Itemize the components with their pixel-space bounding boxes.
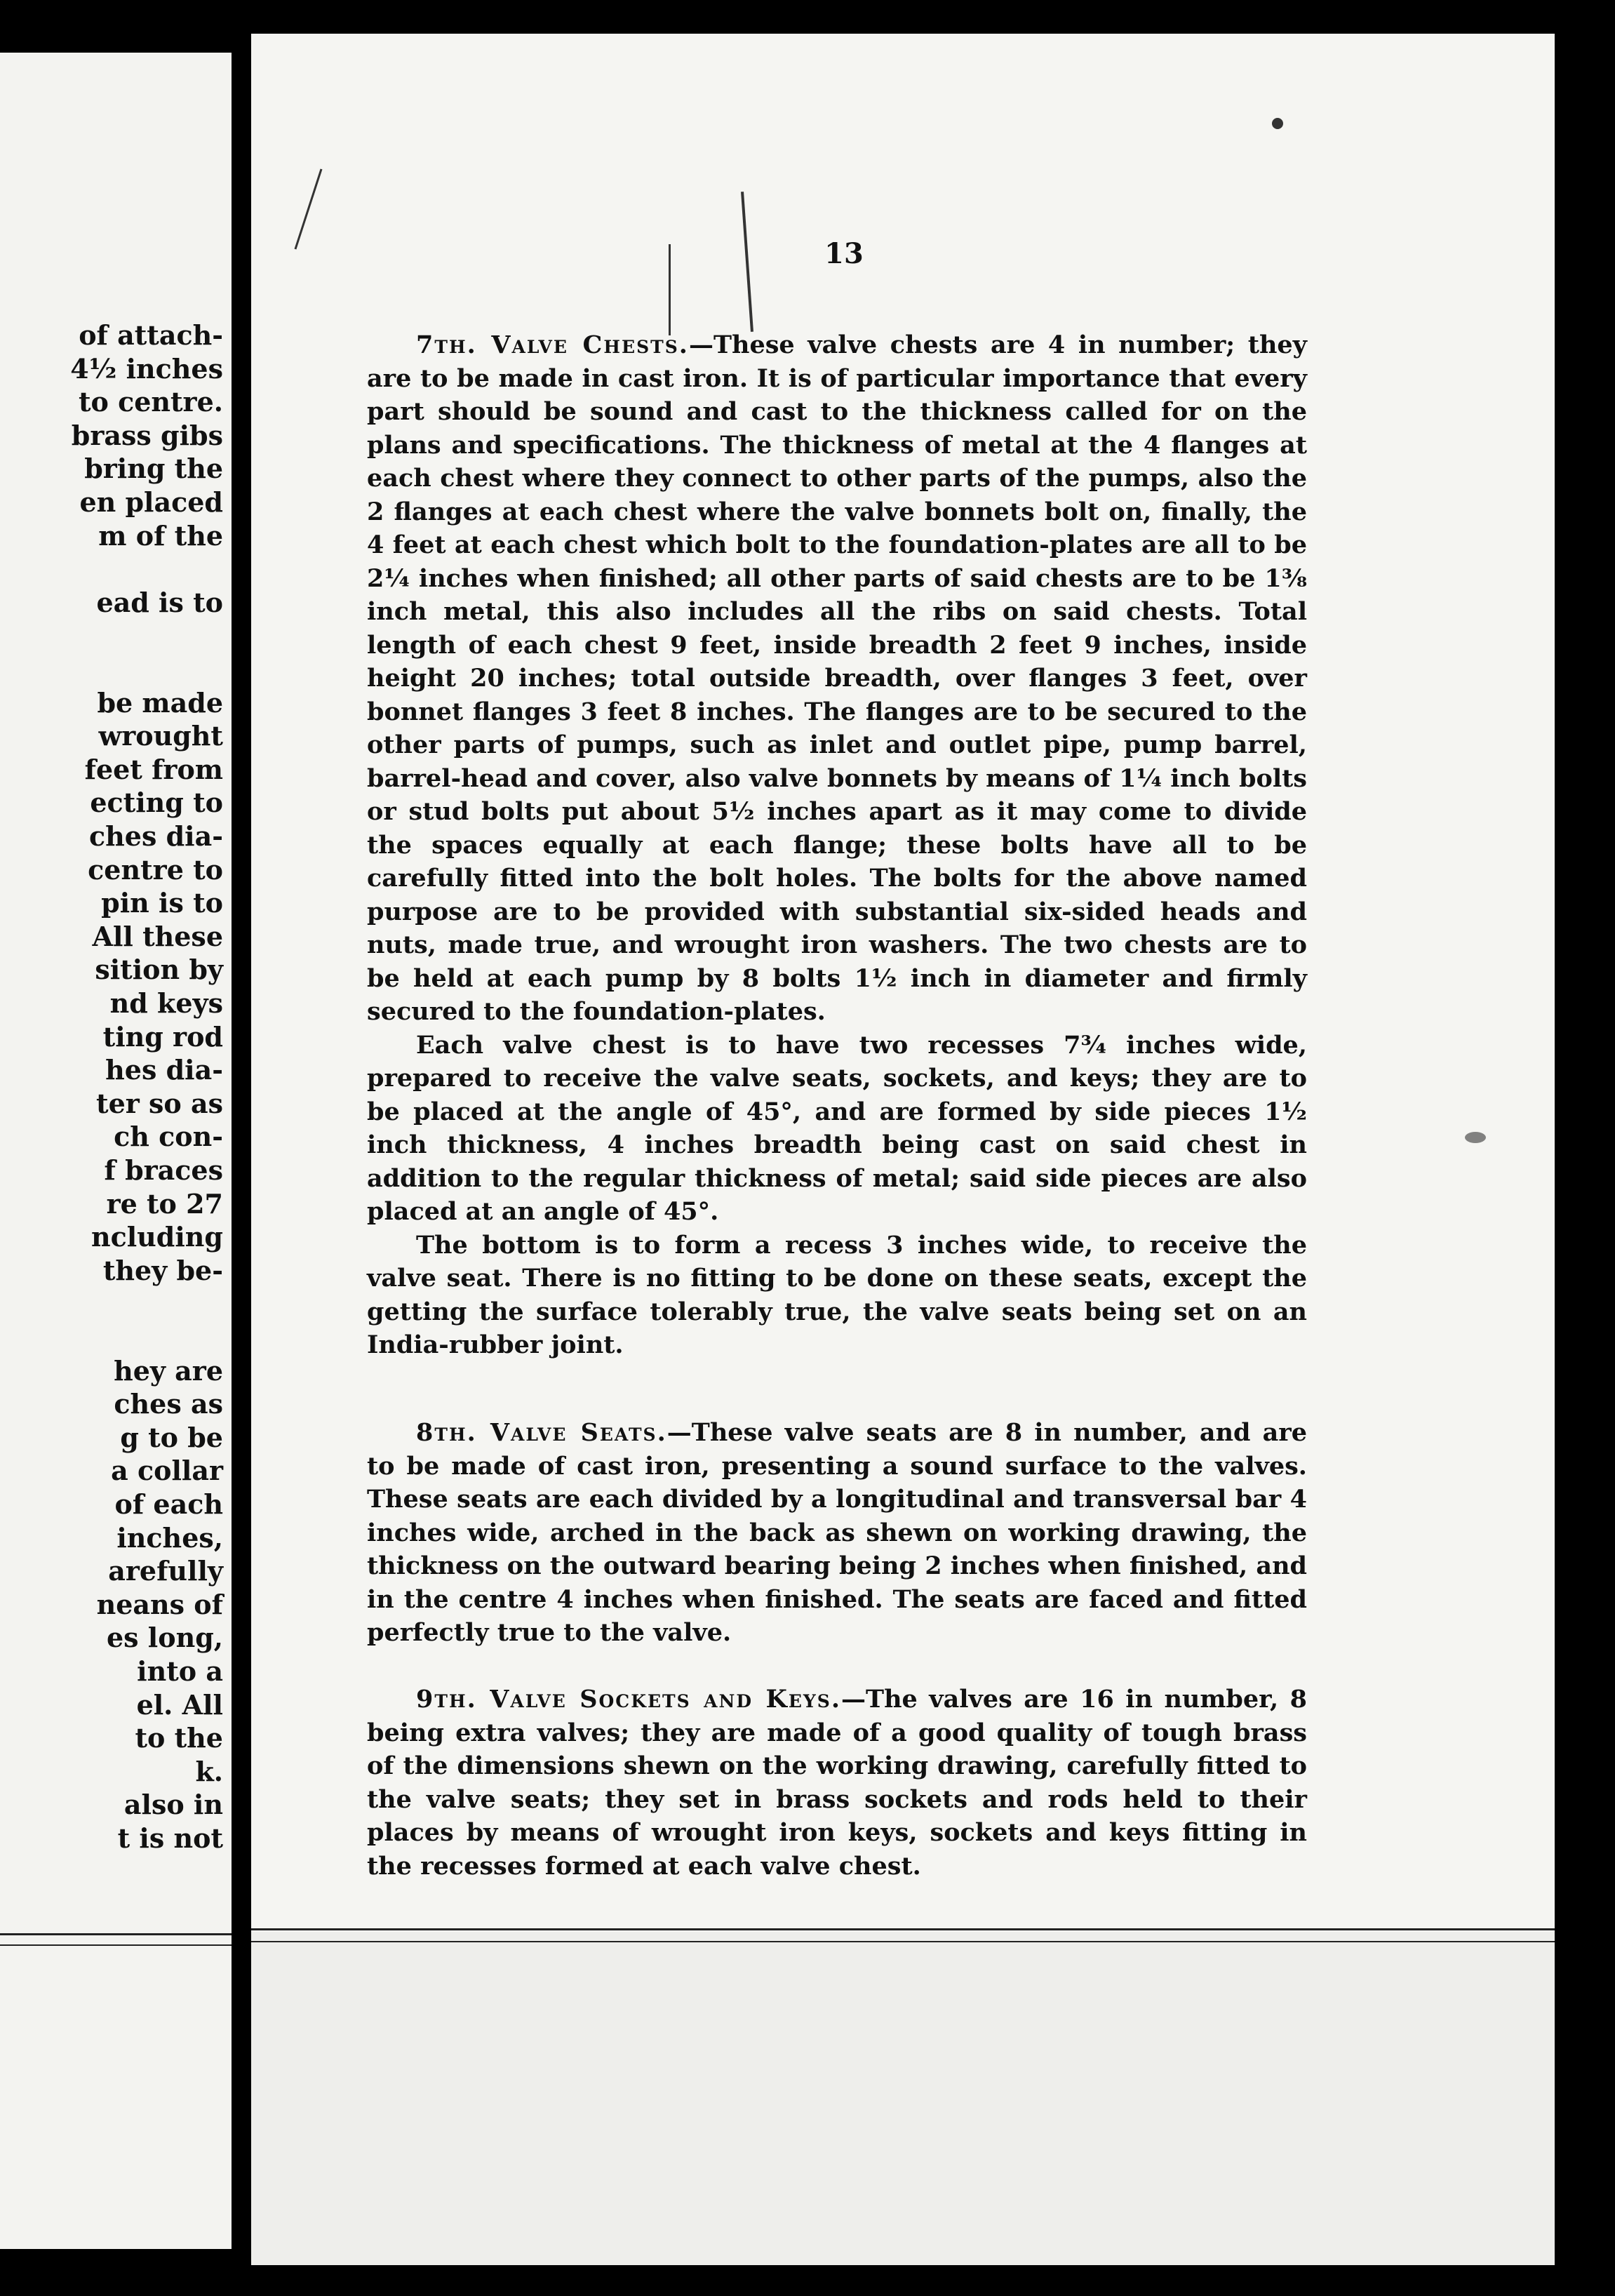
paragraph-text: —These valve seats are 8 in number, and are to be made of cast iron, presenting a sound surface to the valves. These seats are each divided by a longitudinal and transversal bar 4 inches wide, arched in the back as shewn on working drawing, the thickness on the outward bearing being 2 inches when finished, and in the centre 4 inches when finished. The seats are faced and fitted perfectly true to the valve. xyxy=(367,1418,1307,1647)
left-page-fragment-line: hey are xyxy=(114,1354,223,1387)
left-page-fragment-line: el. All xyxy=(136,1688,223,1721)
left-page-fragment-line: 4½ inches xyxy=(70,352,223,385)
paragraph-text: —The valves are 16 in number, 8 being extra valves; they are made of a good quality of tough brass of the dimensions shewn on the working drawing, carefully fitted to the valve seats; they set in brass sockets and rods held to their places by means of wrought iron keys, sockets and keys fitting in the recesses formed at each valve chest. xyxy=(367,1685,1307,1881)
left-page-fragment-line: centre to xyxy=(88,853,223,886)
paragraph-text: Each valve chest is to have two recesses 7¾ inches wide, prepared to receive the valve seats, sockets, and keys; they are to be placed at the angle of 45°, and are formed by side pieces 1½ inch thickness, 4 inches breadth being cast on said chest in addition to the regular thickness of metal; said side pieces are also placed at an angle of 45°. xyxy=(367,1030,1307,1226)
bottom-margin xyxy=(251,1932,1555,2265)
left-page-fragment-line: neans of xyxy=(96,1588,223,1620)
left-page-fragment-line: All these xyxy=(92,920,223,952)
left-bottom-rule-2 xyxy=(0,1944,232,1946)
left-page-fragment-line: hes dia- xyxy=(105,1054,223,1086)
left-page-fragment-line: pin is to xyxy=(101,887,223,919)
paragraph xyxy=(367,1683,1307,1883)
left-page-fragment-line: ch con- xyxy=(114,1121,223,1153)
left-page-fragment-line: arefully xyxy=(108,1555,223,1587)
left-page-fragment xyxy=(0,53,232,2249)
left-page-fragment-line: they be- xyxy=(102,1254,223,1286)
left-page-fragment-line: nd keys xyxy=(109,987,223,1019)
section-valve-seats xyxy=(367,1416,1307,1650)
left-page-fragment-line: ter so as xyxy=(96,1087,223,1119)
section-heading: 7th. Valve Chests. xyxy=(416,331,689,359)
left-page-fragment-line: of attach- xyxy=(79,319,223,351)
left-page-fragment-line: be made xyxy=(97,686,223,719)
paragraph-text: The bottom is to form a recess 3 inches wide, to receive the valve seat. There is no fitting to be done on these seats, except the getting the surface tolerably true, the valve seats being set on an India-rubber joint. xyxy=(367,1230,1307,1359)
paragraph xyxy=(367,1229,1307,1362)
left-page-fragment-line: en placed xyxy=(79,486,223,518)
bottom-rule-2 xyxy=(251,1941,1555,1942)
left-page-fragment-line: t is not xyxy=(117,1822,223,1854)
left-page-fragment-line: ecting to xyxy=(90,787,223,819)
left-page-fragment-line: bring the xyxy=(84,453,223,485)
page-number: 13 xyxy=(824,237,864,270)
main-page xyxy=(251,34,1555,2265)
left-page-fragment-line: feet from xyxy=(84,753,223,785)
left-page-fragment-line: sition by xyxy=(95,954,223,986)
left-page-fragment-line: ches dia- xyxy=(89,820,223,852)
paragraph xyxy=(367,328,1307,1029)
left-page-fragment-line: to the xyxy=(135,1722,223,1754)
scan-mark xyxy=(295,168,323,249)
left-page-fragment-line: wrought xyxy=(98,720,223,752)
left-page-fragment-line: inches, xyxy=(116,1521,223,1554)
paragraph xyxy=(367,1416,1307,1650)
left-page-fragment-line: also in xyxy=(123,1789,223,1821)
left-page-fragment-line: ncluding xyxy=(91,1221,223,1253)
left-page-fragment-line: es long, xyxy=(106,1622,223,1654)
scan-speck xyxy=(1272,118,1283,129)
left-page-fragment-line: m of the xyxy=(98,519,223,552)
scan-speck xyxy=(1465,1132,1486,1143)
left-page-fragment-line: ead is to xyxy=(96,586,223,618)
left-page-fragment-line: ches as xyxy=(114,1388,223,1420)
binding-gutter xyxy=(232,53,251,2263)
left-page-fragment-line: of each xyxy=(114,1488,223,1520)
left-bottom-rule xyxy=(0,1933,232,1935)
section-heading: 8th. Valve Seats. xyxy=(416,1418,667,1447)
section-heading: 9th. Valve Sockets and Keys. xyxy=(416,1685,842,1714)
scan-mark xyxy=(669,244,671,335)
left-page-fragment-line: f braces xyxy=(104,1154,223,1186)
left-page-fragment-line: re to 27 xyxy=(106,1187,223,1220)
section-valve-chests xyxy=(367,328,1307,1362)
left-page-fragment-line: g to be xyxy=(120,1421,223,1453)
left-page-fragment-line: into a xyxy=(137,1655,223,1687)
paragraph xyxy=(367,1029,1307,1229)
section-valve-sockets-and-keys xyxy=(367,1683,1307,1883)
scan-mark xyxy=(741,192,753,332)
left-page-fragment-line: k. xyxy=(195,1755,223,1787)
paragraph-text: —These valve chests are 4 in number; they are to be made in cast iron. It is of particular importance that every part should be sound and cast to the thickness called for on the plans and specifications. The thickness of metal at the 4 flanges at each chest where they connect to other parts of the pumps, also the 2 flanges at each chest where the valve bonnets bolt on, finally, the 4 feet at each chest which bolt to the foundation-plates are all to be 2¼ inches when finished; all other parts of said chests are to be 1⅜ inch metal, this also includes all the ribs on said chests. Total length of each chest 9 feet, inside breadth 2 feet 9 inches, inside height 20 inches; total outside breadth, over flanges 3 feet, over bonnet flanges 3 feet 8 inches. The flanges are to be secured to the other parts of pumps, such as inlet and outlet pipe, pump barrel, barrel-head and cover, also valve bonnets by means of 1¼ inch bolts or stud bolts put about 5½ inches apart as it may come to divide the spaces equally at each flange; these bolts have all to be carefully fitted into the bolt holes. The bolts for the above named purpose are to be provided with substantial six-sided heads and nuts, made true, and wrought iron washers. The two chests are to be held at each pump by 8 bolts 1½ inch in diameter and firmly secured to the foundation-plates. xyxy=(367,331,1307,1026)
left-page-fragment-line: a collar xyxy=(111,1455,223,1487)
bottom-rule xyxy=(251,1928,1555,1930)
left-page-fragment-line: to centre. xyxy=(78,386,223,418)
left-page-fragment-line: ting rod xyxy=(102,1020,223,1053)
left-page-fragment-line: brass gibs xyxy=(71,419,223,451)
